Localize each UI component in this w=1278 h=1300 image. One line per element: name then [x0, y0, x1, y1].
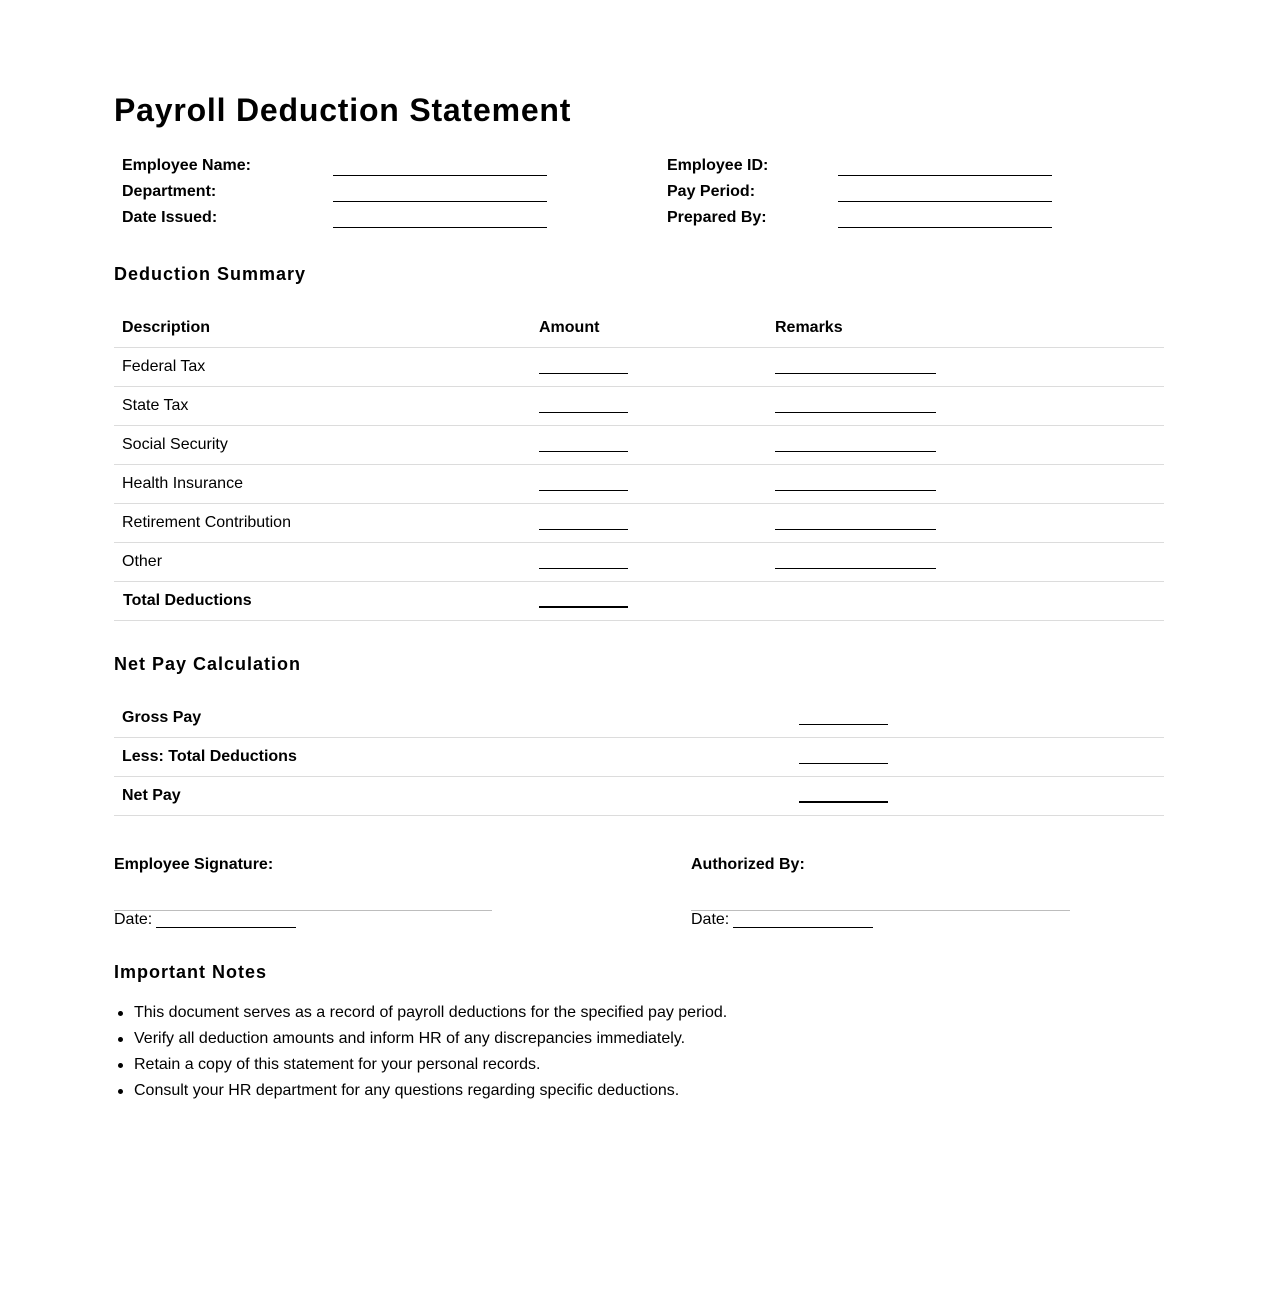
- authorized-by-label: Authorized By:: [691, 856, 805, 873]
- total-deductions-row: [114, 582, 1164, 621]
- net-pay-field[interactable]: [799, 801, 888, 803]
- table-row: [114, 543, 1164, 582]
- deduction-description: State Tax: [122, 397, 189, 414]
- gross-pay-field[interactable]: [799, 724, 888, 725]
- note-text: Verify all deduction amounts and inform HR of any discrepancies immediately.: [134, 1030, 686, 1047]
- employee-signature-field[interactable]: [114, 910, 492, 911]
- department-field[interactable]: [333, 201, 547, 202]
- list-item: [114, 1078, 727, 1104]
- remarks-field[interactable]: [775, 451, 936, 452]
- prepared-by-label: Prepared By:: [667, 209, 767, 226]
- remarks-field[interactable]: [775, 529, 936, 530]
- info-row: [0, 156, 1164, 182]
- note-text: This document serves as a record of payroll deductions for the specified pay period.: [134, 1004, 728, 1021]
- amount-field[interactable]: [539, 529, 628, 530]
- table-row: [114, 738, 1164, 777]
- bullet-icon: [118, 1089, 123, 1094]
- remarks-field[interactable]: [775, 490, 936, 491]
- deduction-description: Retirement Contribution: [122, 514, 291, 531]
- bullet-icon: [118, 1011, 123, 1016]
- prepared-by-field[interactable]: [838, 227, 1052, 228]
- employee-id-label: Employee ID:: [667, 157, 769, 174]
- amount-field[interactable]: [539, 412, 628, 413]
- deduction-description: Other: [122, 553, 163, 570]
- info-row: [0, 182, 1164, 208]
- less-total-deductions-field[interactable]: [799, 763, 888, 764]
- deduction-description: Federal Tax: [122, 358, 206, 375]
- net-pay-label: Net Pay: [122, 787, 181, 804]
- important-notes-heading: Important Notes: [114, 962, 268, 982]
- page-title: Payroll Deduction Statement: [114, 92, 572, 128]
- table-row: [114, 699, 1164, 738]
- table-row: [114, 387, 1164, 426]
- list-item: [114, 1026, 727, 1052]
- table-header-row: [114, 309, 1164, 348]
- column-header-amount: Amount: [539, 319, 600, 336]
- bullet-icon: [118, 1063, 123, 1068]
- authorized-date-field[interactable]: [733, 927, 873, 928]
- employee-date-field[interactable]: [156, 927, 296, 928]
- remarks-field[interactable]: [775, 373, 936, 374]
- pay-period-field[interactable]: [838, 201, 1052, 202]
- list-item: [114, 1000, 727, 1026]
- deduction-summary-heading: Deduction Summary: [114, 264, 307, 284]
- authorized-date-label: Date:: [691, 911, 730, 928]
- note-text: Consult your HR department for any questions regarding specific deductions.: [134, 1082, 680, 1099]
- authorized-signature-field[interactable]: [691, 910, 1070, 911]
- bullet-icon: [118, 1037, 123, 1042]
- less-total-deductions-label: Less: Total Deductions: [122, 748, 297, 765]
- date-issued-label: Date Issued:: [122, 209, 218, 226]
- table-row: [114, 348, 1164, 387]
- column-header-remarks: Remarks: [775, 319, 843, 336]
- gross-pay-label: Gross Pay: [122, 709, 202, 726]
- note-text: Retain a copy of this statement for your personal records.: [134, 1056, 541, 1073]
- net-pay-heading: Net Pay Calculation: [114, 654, 302, 674]
- employee-date-label: Date:: [114, 911, 153, 928]
- employee-name-label: Employee Name:: [122, 157, 251, 174]
- notes-list: [114, 1000, 727, 1104]
- date-issued-field[interactable]: [333, 227, 547, 228]
- amount-field[interactable]: [539, 373, 628, 374]
- table-row: [114, 504, 1164, 543]
- table-row: [114, 465, 1164, 504]
- employee-signature-label: Employee Signature:: [114, 856, 274, 873]
- deduction-description: Social Security: [122, 436, 228, 453]
- list-item: [114, 1052, 727, 1078]
- total-deductions-label: Total Deductions: [123, 592, 252, 609]
- amount-field[interactable]: [539, 451, 628, 452]
- total-deductions-field[interactable]: [539, 606, 628, 608]
- amount-field[interactable]: [539, 568, 628, 569]
- info-row: [0, 208, 1164, 234]
- deduction-description: Health Insurance: [122, 475, 243, 492]
- amount-field[interactable]: [539, 490, 628, 491]
- column-header-description: Description: [122, 319, 211, 336]
- table-row: [114, 426, 1164, 465]
- employee-id-field[interactable]: [838, 175, 1052, 176]
- employee-name-field[interactable]: [333, 175, 547, 176]
- net-pay-table: [114, 699, 1164, 816]
- remarks-field[interactable]: [775, 568, 936, 569]
- deduction-summary-table: [114, 309, 1164, 621]
- pay-period-label: Pay Period:: [667, 183, 756, 200]
- department-label: Department:: [122, 183, 217, 200]
- remarks-field[interactable]: [775, 412, 936, 413]
- table-row: [114, 777, 1164, 816]
